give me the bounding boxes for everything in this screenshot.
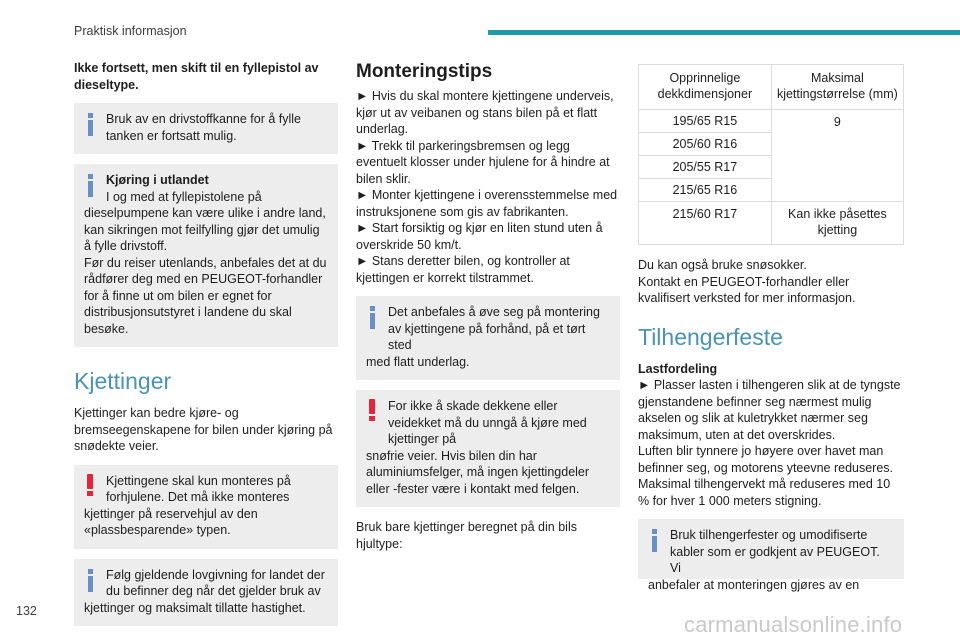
info-box-title: Kjøring i utlandet [106, 173, 209, 187]
warning-box-front-wheels [74, 465, 338, 549]
table-header-cell: Maksimal kjettingstørrelse (mm) [771, 65, 903, 110]
table-cell-size: 205/60 R16 [639, 133, 772, 156]
page-header-title: Praktisk informasjon [74, 24, 187, 38]
warning-box-text: snøfrie veier. Hvis bilen din har aluminiumsfelger, må ingen kjettingdeler eller -fester være i kontakt med felgen. [366, 448, 590, 496]
step-item: ► Monter kjettingene i overensstemmelse med instruksjonene som gis av fabrikanten. [356, 188, 618, 219]
warning-box-text: For ikke å skade dekkene eller veidekket må du unngå å kjøre med kjettinger på [388, 399, 587, 446]
mounting-tips-title: Monteringstips [356, 61, 493, 82]
step-item: ► Hvis du skal montere kjettingene underveis, kjør ut av veibanen og stans bilen på et flatt underlag. [356, 89, 614, 136]
step-item: ► Start forsiktig og kjør en liten stund uten å overskride 50 km/t. [356, 221, 603, 252]
info-box-practice [356, 296, 620, 380]
info-box-towbar [638, 519, 904, 592]
info-box-text: kjettinger og maksimalt tillatte hastighet. [84, 600, 306, 615]
section-title-chains: Kjettinger [74, 368, 172, 394]
table-row [639, 202, 904, 245]
info-box-text: Det anbefales å øve seg på montering av kjettingene på forhånd, på et tørt sted [388, 305, 600, 352]
page-header-bar [488, 30, 960, 35]
warning-box-text: kjettinger på reservehjul av den «plassbesparende» typen. [84, 506, 258, 537]
subtitle-load-distribution: Lastfordeling [638, 361, 718, 376]
step-item: ► Stans deretter bilen, og kontroller at kjettingen er korrekt tilstrammet. [356, 254, 570, 285]
info-icon [370, 306, 375, 328]
table-cell-value: Kan ikke påsettes kjetting [771, 202, 903, 245]
info-box-text: I og med at fyllepistolene på [106, 189, 262, 204]
info-box-text: med flatt underlag. [366, 354, 470, 369]
info-box-abroad [74, 164, 338, 347]
intro-text: Ikke fortsett, men skift til en fyllepistol av dieseltype. [74, 61, 319, 92]
info-box-text: Bruk tilhengerfester og umodifiserte kabler som er godkjent av PEUGEOT. Vi [670, 528, 880, 575]
step-item: ► Trekk til parkeringsbremsen og legg eventuelt klosser under hjulene for å hindre at bilen sklir. [356, 138, 610, 186]
tyre-chain-table [638, 64, 904, 245]
info-box-text: Før du reiser utenlands, anbefales det at du rådfører deg med en PEUGEOT-forhandler for å finne ut om bilen er egnet for distribusjonsutstyret i landene du skal besøke. [84, 255, 327, 336]
column-right [638, 64, 904, 592]
load-text: ► Plasser lasten i tilhengeren slik at de tyngste gjenstandene befinner seg nærmest mulig akselen og slik at kuletrykket nærmer seg maksimum, uten at det overskrides. [638, 378, 901, 442]
warning-icon [87, 474, 93, 496]
contact-dealer-text: Kontakt en PEUGEOT-forhandler eller kvalifisert verksted for mer informasjon. [638, 274, 856, 305]
info-icon [88, 113, 93, 135]
snow-socks-text: Du kan også bruke snøsokker. [638, 258, 807, 272]
table-header-cell: Opprinnelige dekkdimensjoner [639, 65, 772, 110]
info-box-text: Følg gjeldende lovgivning for landet der du befinner deg når det gjelder bruk av [106, 567, 325, 598]
table-cell-size: 215/60 R17 [639, 202, 772, 245]
altitude-text: Luften blir tynnere jo høyere over havet man befinner seg, og motorens yteevne reduseres. Maksimal tilhengervekt må reduseres med 10 % for hver 1 000 meters stigning. [638, 444, 894, 508]
table-row [639, 110, 904, 133]
watermark: carmanualsonline.info [684, 612, 903, 637]
info-icon [88, 569, 93, 591]
page-number: 132 [16, 604, 37, 618]
table-cell-size: 195/65 R15 [639, 110, 772, 133]
warning-box-damage [356, 390, 620, 507]
column-left [74, 60, 338, 626]
table-header-row [639, 65, 904, 110]
table-cell-value: 9 [771, 110, 903, 202]
table-cell-size: 205/55 R17 [639, 156, 772, 179]
warning-icon [369, 399, 375, 421]
info-icon [652, 529, 657, 551]
info-box-text: Bruk av en drivstoffkanne for å fylle tanken er fortsatt mulig. [106, 112, 302, 143]
section-title-towbar: Tilhengerfeste [638, 323, 783, 350]
info-box-text: anbefaler at monteringen gjøres av en [648, 577, 860, 592]
table-cell-size: 215/65 R16 [639, 179, 772, 202]
warning-box-text: Kjettingene skal kun monteres på forhjulene. Det må ikke monteres [106, 473, 291, 504]
info-box-text: dieselpumpene kan være ulike i andre land, kan sikringen mot feilfylling gjør det umulig å fylle drivstoff. [84, 206, 326, 253]
info-icon [88, 174, 93, 196]
closing-text: Bruk bare kjettinger beregnet på din bils hjultype: [356, 520, 577, 551]
info-box-fuel-can [74, 103, 338, 154]
column-middle [356, 60, 620, 552]
info-box-legislation [74, 559, 338, 627]
section-text: Kjettinger kan bedre kjøre- og bremseegenskapene for bilen under kjøring på snødekte veier. [74, 406, 333, 453]
